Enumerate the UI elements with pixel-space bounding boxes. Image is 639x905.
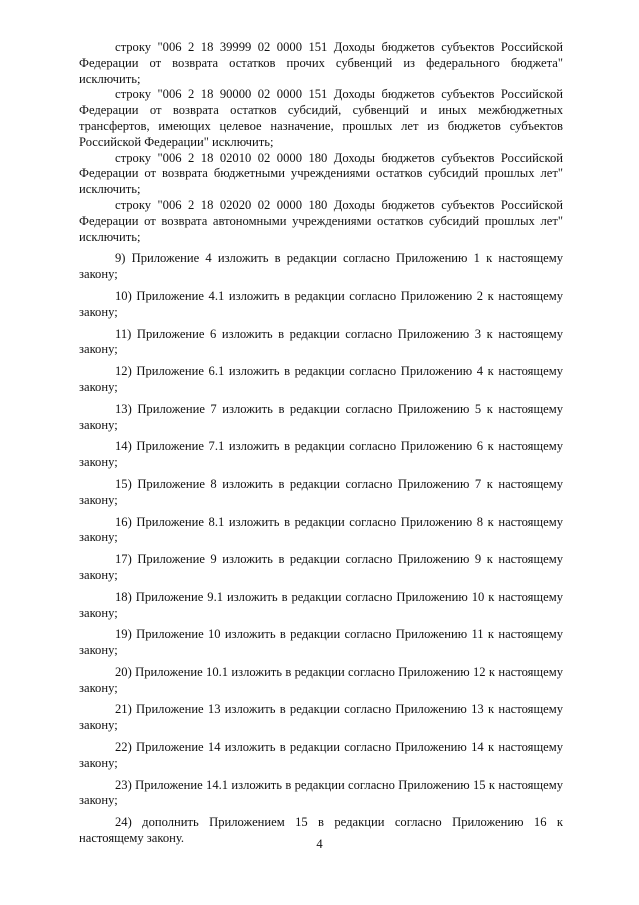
amendment-item: 11) Приложение 6 изложить в редакции согласно Приложению 3 к настоящему закону; xyxy=(79,326,563,357)
body-text xyxy=(79,40,563,847)
amendment-item: 23) Приложение 14.1 изложить в редакции согласно Приложению 15 к настоящему закону; xyxy=(79,777,563,808)
amendment-item: 20) Приложение 10.1 изложить в редакции согласно Приложению 12 к настоящему закону; xyxy=(79,664,563,695)
amendment-item: 9) Приложение 4 изложить в редакции согласно Приложению 1 к настоящему закону; xyxy=(79,251,563,282)
page-number: 4 xyxy=(316,837,323,851)
amendment-item: 22) Приложение 14 изложить в редакции согласно Приложению 14 к настоящему закону; xyxy=(79,740,563,770)
exclusion-paragraph: строку "006 2 18 02010 02 0000 180 Доходы бюджетов субъектов Российской Федерации от возврата бюджетными учреждениями остатков субсидий прошлых лет" исключить; xyxy=(79,150,563,197)
amendment-item: 12) Приложение 6.1 изложить в редакции согласно Приложению 4 к настоящему закону; xyxy=(79,364,563,394)
exclusion-paragraph: строку "006 2 18 90000 02 0000 151 Доходы бюджетов субъектов Российской Федерации от возврата остатков субсидий, субвенций и иных межбюджетных трансфертов, имеющих целевое назначение, прошлых лет из бюджетов субъектов Российской Федерации" исключить; xyxy=(79,87,563,149)
exclusion-paragraph: строку "006 2 18 02020 02 0000 180 Доходы бюджетов субъектов Российской Федерации от возврата автономными учреждениями остатков субсидий прошлых лет" исключить; xyxy=(79,197,563,244)
amendment-item: 21) Приложение 13 изложить в редакции согласно Приложению 13 к настоящему закону; xyxy=(79,702,563,733)
amendment-item: 17) Приложение 9 изложить в редакции согласно Приложению 9 к настоящему закону; xyxy=(79,552,563,582)
amendment-item: 13) Приложение 7 изложить в редакции согласно Приложению 5 к настоящему закону; xyxy=(79,401,563,432)
amendment-item: 14) Приложение 7.1 изложить в редакции согласно Приложению 6 к настоящему закону; xyxy=(79,439,563,470)
amendment-item: 24) дополнить Приложением 15 в редакции согласно Приложению 16 к настоящему закону. xyxy=(79,815,563,846)
amendment-item: 18) Приложение 9.1 изложить в редакции согласно Приложению 10 к настоящему закону; xyxy=(79,589,563,620)
amendment-item: 16) Приложение 8.1 изложить в редакции согласно Приложению 8 к настоящему закону; xyxy=(79,514,563,545)
exclusion-paragraph: строку "006 2 18 39999 02 0000 151 Доходы бюджетов субъектов Российской Федерации от возврата остатков прочих субвенций из федерального бюджета" исключить; xyxy=(79,40,563,86)
amendment-item: 19) Приложение 10 изложить в редакции согласно Приложению 11 к настоящему закону; xyxy=(79,627,563,658)
amendment-item: 15) Приложение 8 изложить в редакции согласно Приложению 7 к настоящему закону; xyxy=(79,476,563,507)
amendment-item: 10) Приложение 4.1 изложить в редакции согласно Приложению 2 к настоящему закону; xyxy=(79,288,563,319)
